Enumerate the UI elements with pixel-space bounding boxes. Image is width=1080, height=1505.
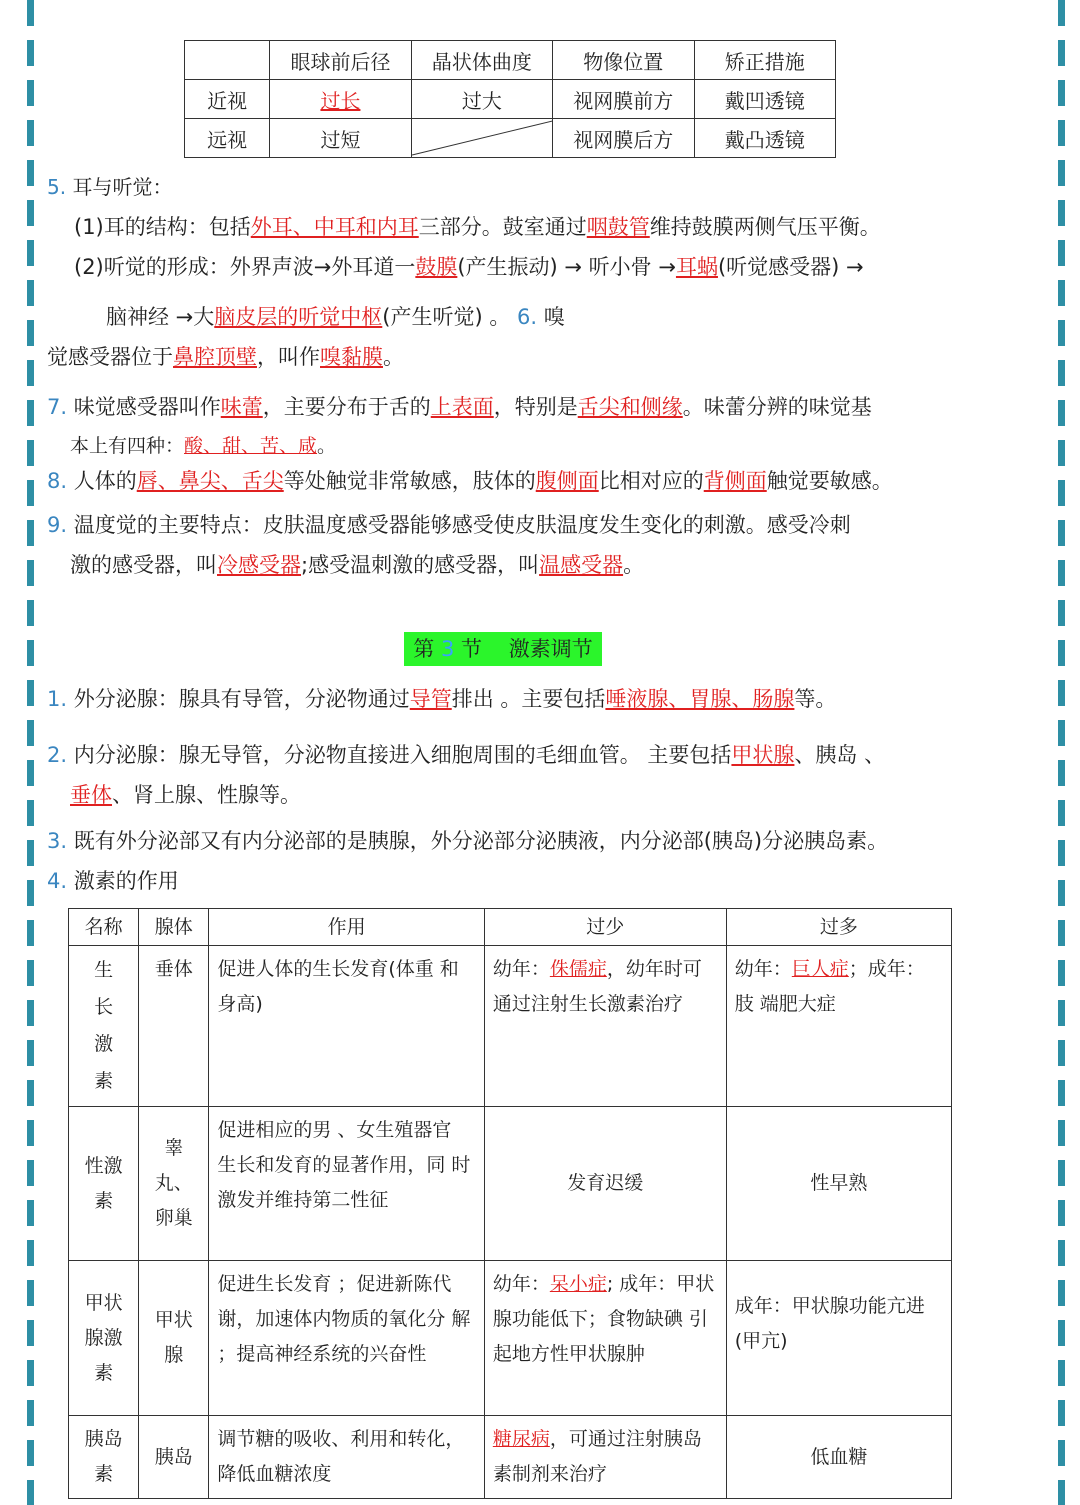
table-cell: 促进人体的生长发育(体重 和身高) xyxy=(209,946,484,1107)
item-5-line-1: (1)耳的结构：包括外耳、中耳和内耳三部分。鼓室通过咽鼓管维持鼓膜两侧气压平衡。 xyxy=(74,215,881,239)
item-5-line-3: 脑神经 →大脑皮层的听觉中枢(产生听觉) 。 6. 嗅 xyxy=(106,305,565,329)
item-9-line-1: 9. 温度觉的主要特点：皮肤温度感受器能够感受使皮肤温度发生变化的刺激。感受冷刺 xyxy=(47,513,851,537)
table-row xyxy=(185,119,836,158)
item-8-line: 8. 人体的唇、鼻尖、舌尖等处触觉非常敏感，肢体的腹侧面比相对应的背侧面触觉要敏感。 xyxy=(47,469,893,493)
table-cell: 促进生长发育 ；促进新陈代 谢，加速体内物质的氧化分 解 ；提高神经系统的兴奋性 xyxy=(209,1261,484,1416)
table-cell: 性早熟 xyxy=(726,1107,951,1261)
table-cell: 性激素 xyxy=(69,1107,139,1261)
table-cell: 促进相应的男 、女生殖器官 生长和发育的显著作用，同 时激发并维持第二性征 xyxy=(209,1107,484,1261)
table-cell: 戴凸透镜 xyxy=(694,119,835,158)
table-cell: 甲状腺激素 xyxy=(69,1261,139,1416)
table-cell: 晶状体曲度 xyxy=(411,41,552,80)
table-cell xyxy=(185,41,270,80)
table-cell: 过多 xyxy=(726,909,951,946)
hormone-item-3: 3. 既有外分泌部又有内分泌部的是胰腺，外分泌部分泌胰液，内分泌部(胰岛)分泌胰岛素。 xyxy=(47,829,889,853)
table-row xyxy=(69,1416,952,1499)
table-cell: 甲状腺 xyxy=(139,1261,209,1416)
table-header-row xyxy=(69,909,952,946)
table-cell: 调节糖的吸收、利用和转化，降低血糖浓度 xyxy=(209,1416,484,1499)
table-cell: 物像位置 xyxy=(553,41,694,80)
item-7-line-1: 7. 味觉感受器叫作味蕾，主要分布于舌的上表面，特别是舌尖和侧缘。味蕾分辨的味觉基 xyxy=(47,395,872,419)
hormone-table xyxy=(68,908,952,1499)
vision-table xyxy=(184,40,836,158)
table-cell: 腺体 xyxy=(139,909,209,946)
diagonal-line xyxy=(412,119,552,157)
item-7-line-2: 本上有四种：酸、甜、苦、咸。 xyxy=(70,435,337,457)
table-cell: 糖尿病，可通过注射胰岛 素制剂来治疗 xyxy=(484,1416,726,1499)
table-row xyxy=(69,1261,952,1416)
right-border-decoration xyxy=(1058,0,1065,1505)
item-9-line-2: 激的感受器，叫冷感受器;感受温刺激的感受器，叫温感受器。 xyxy=(70,553,645,577)
hormone-item-2-line-2: 垂体、肾上腺、性腺等。 xyxy=(70,783,301,807)
table-row xyxy=(69,946,952,1107)
table-cell: 过少 xyxy=(484,909,726,946)
table-cell: 戴凹透镜 xyxy=(694,80,835,119)
table-cell: 幼年：巨人症；成年：肢 端肥大症 xyxy=(726,946,951,1107)
table-cell: 睾丸、卵巢 xyxy=(139,1107,209,1261)
table-cell: 生 长 激 素 xyxy=(69,946,139,1107)
table-cell: 作用 xyxy=(209,909,484,946)
table-cell: 视网膜后方 xyxy=(553,119,694,158)
hormone-item-2-line-1: 2. 内分泌腺：腺无导管，分泌物直接进入细胞周围的毛细血管。 主要包括甲状腺、胰岛 、 xyxy=(47,743,886,767)
left-border-decoration xyxy=(27,0,34,1505)
table-row xyxy=(69,1107,952,1261)
table-cell: 垂体 xyxy=(139,946,209,1107)
item-5-heading: 5. 耳与听觉： xyxy=(47,175,173,199)
table-cell: 矫正措施 xyxy=(694,41,835,80)
table-cell: 胰岛素 xyxy=(69,1416,139,1499)
empty-diagonal-cell xyxy=(411,119,552,158)
table-cell: 眼球前后径 xyxy=(270,41,411,80)
table-row xyxy=(185,80,836,119)
item-6-line: 觉感受器位于鼻腔顶壁，叫作嗅黏膜。 xyxy=(47,345,404,369)
hormone-item-4: 4. 激素的作用 xyxy=(47,869,179,893)
hormone-item-1: 1. 外分泌腺：腺具有导管，分泌物通过导管排出 。主要包括唾液腺、胃腺、肠腺等。 xyxy=(47,687,837,711)
section-heading: 第 3 节 激素调节 xyxy=(404,632,602,666)
table-cell: 远视 xyxy=(185,119,270,158)
table-cell: 视网膜前方 xyxy=(553,80,694,119)
table-cell: 幼年：呆小症; 成年：甲状 腺功能低下；食物缺碘 引起地方性甲状腺肿 xyxy=(484,1261,726,1416)
table-cell: 成年：甲状腺功能亢进 (甲亢) xyxy=(726,1261,951,1416)
table-cell: 近视 xyxy=(185,80,270,119)
table-cell: 过大 xyxy=(411,80,552,119)
table-cell: 低血糖 xyxy=(726,1416,951,1499)
table-cell: 名称 xyxy=(69,909,139,946)
table-header-row xyxy=(185,41,836,80)
table-cell: 过短 xyxy=(270,119,411,158)
table-cell: 发育迟缓 xyxy=(484,1107,726,1261)
table-cell: 幼年：侏儒症，幼年时可 通过注射生长激素治疗 xyxy=(484,946,726,1107)
table-cell: 胰岛 xyxy=(139,1416,209,1499)
item-5-line-2: (2)听觉的形成：外界声波→外耳道一鼓膜(产生振动) → 听小骨 →耳蜗(听觉感受器) → xyxy=(74,255,864,279)
highlight-text: 过长 xyxy=(320,88,361,113)
table-cell xyxy=(270,80,411,119)
